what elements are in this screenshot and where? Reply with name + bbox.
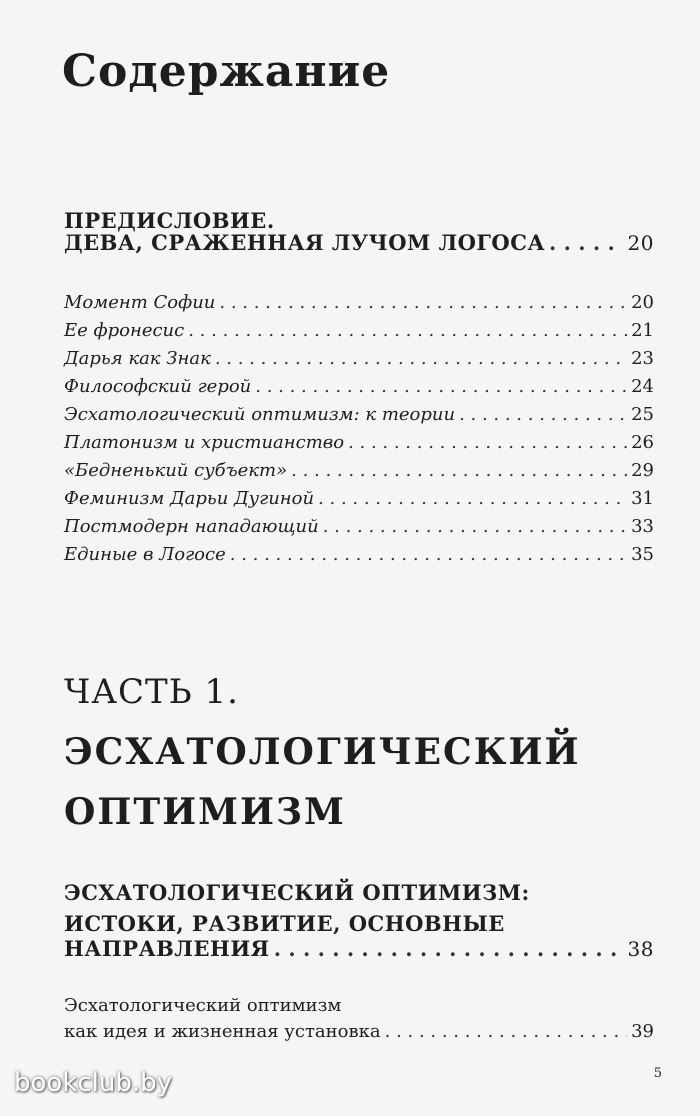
leader-dots <box>274 936 624 961</box>
toc-entry[interactable] <box>64 460 654 481</box>
toc-entry[interactable] <box>64 404 654 425</box>
page-number: 5 <box>653 1066 662 1081</box>
entry-label: Платонизм и христианство <box>64 432 345 453</box>
toc-entry[interactable] <box>64 516 654 537</box>
leader-dots <box>549 230 624 255</box>
entry-label: Философский герой <box>64 376 252 397</box>
leader-dots <box>348 432 627 453</box>
preface-heading-line2: ДЕВА, СРАЖЕННАЯ ЛУЧОМ ЛОГОСА <box>64 230 546 255</box>
part-number: ЧАСТЬ 1. <box>64 672 239 712</box>
leader-dots <box>323 516 627 537</box>
entry-label: Эсхатологический оптимизм: к теории <box>64 404 456 425</box>
entry-label-line1: Эсхатологический оптимизм <box>64 995 342 1016</box>
toc-entry[interactable] <box>64 488 654 509</box>
toc-entry-preface[interactable] <box>64 230 654 255</box>
toc-entry[interactable] <box>64 376 654 397</box>
leader-dots <box>219 292 627 313</box>
page-ref: 24 <box>631 376 654 397</box>
leader-dots <box>459 404 627 425</box>
chapter-heading-line1: ЭСХАТОЛОГИЧЕСКИЙ ОПТИМИЗМ: <box>64 880 530 905</box>
leader-dots <box>291 460 627 481</box>
toc-entry[interactable] <box>64 348 654 369</box>
entry-label: Момент Софии <box>64 292 216 313</box>
toc-entry[interactable] <box>64 544 654 565</box>
leader-dots <box>230 544 627 565</box>
page-ref: 35 <box>631 544 654 565</box>
page-ref: 23 <box>631 348 654 369</box>
page-ref: 20 <box>631 292 654 313</box>
entry-label: Постмодерн нападающий <box>64 516 319 537</box>
page-ref: 38 <box>627 937 654 961</box>
page-title: Содержание <box>62 46 391 97</box>
chapter-heading-line3: НАПРАВЛЕНИЯ <box>64 936 270 961</box>
page-ref: 33 <box>631 516 654 537</box>
watermark: bookclub.by <box>14 1068 173 1098</box>
leader-dots <box>385 1021 627 1042</box>
toc-entry-chapter1[interactable] <box>64 936 654 961</box>
leader-dots <box>318 488 627 509</box>
page-ref: 25 <box>631 404 654 425</box>
toc-entry[interactable] <box>64 1021 654 1042</box>
part-title-line1: ЭСХАТОЛОГИЧЕСКИЙ <box>64 731 581 773</box>
chapter-heading-line2: ИСТОКИ, РАЗВИТИЕ, ОСНОВНЫЕ <box>64 911 505 936</box>
entry-label: Феминизм Дарьи Дугиной <box>64 488 315 509</box>
entry-label-line2: как идея и жизненная установка <box>64 1021 381 1042</box>
leader-dots <box>215 348 627 369</box>
entry-label: Дарья как Знак <box>64 348 211 369</box>
page-ref: 29 <box>631 460 654 481</box>
preface-heading-line1: ПРЕДИСЛОВИЕ. <box>64 208 275 233</box>
toc-entry[interactable] <box>64 320 654 341</box>
page-ref: 21 <box>631 320 654 341</box>
entry-label: Единые в Логосе <box>64 544 226 565</box>
page-ref: 31 <box>631 488 654 509</box>
leader-dots <box>188 320 627 341</box>
toc-entry[interactable] <box>64 432 654 453</box>
part-title-line2: ОПТИМИЗМ <box>64 791 346 833</box>
page-ref: 26 <box>631 432 654 453</box>
page-ref: 20 <box>627 231 654 255</box>
leader-dots <box>255 376 627 397</box>
toc-entry[interactable] <box>64 292 654 313</box>
entry-label: Ее фронесис <box>64 320 185 341</box>
part-title <box>64 722 664 842</box>
page-ref: 39 <box>631 1021 654 1042</box>
entry-label: «Бедненький субъект» <box>64 460 288 481</box>
